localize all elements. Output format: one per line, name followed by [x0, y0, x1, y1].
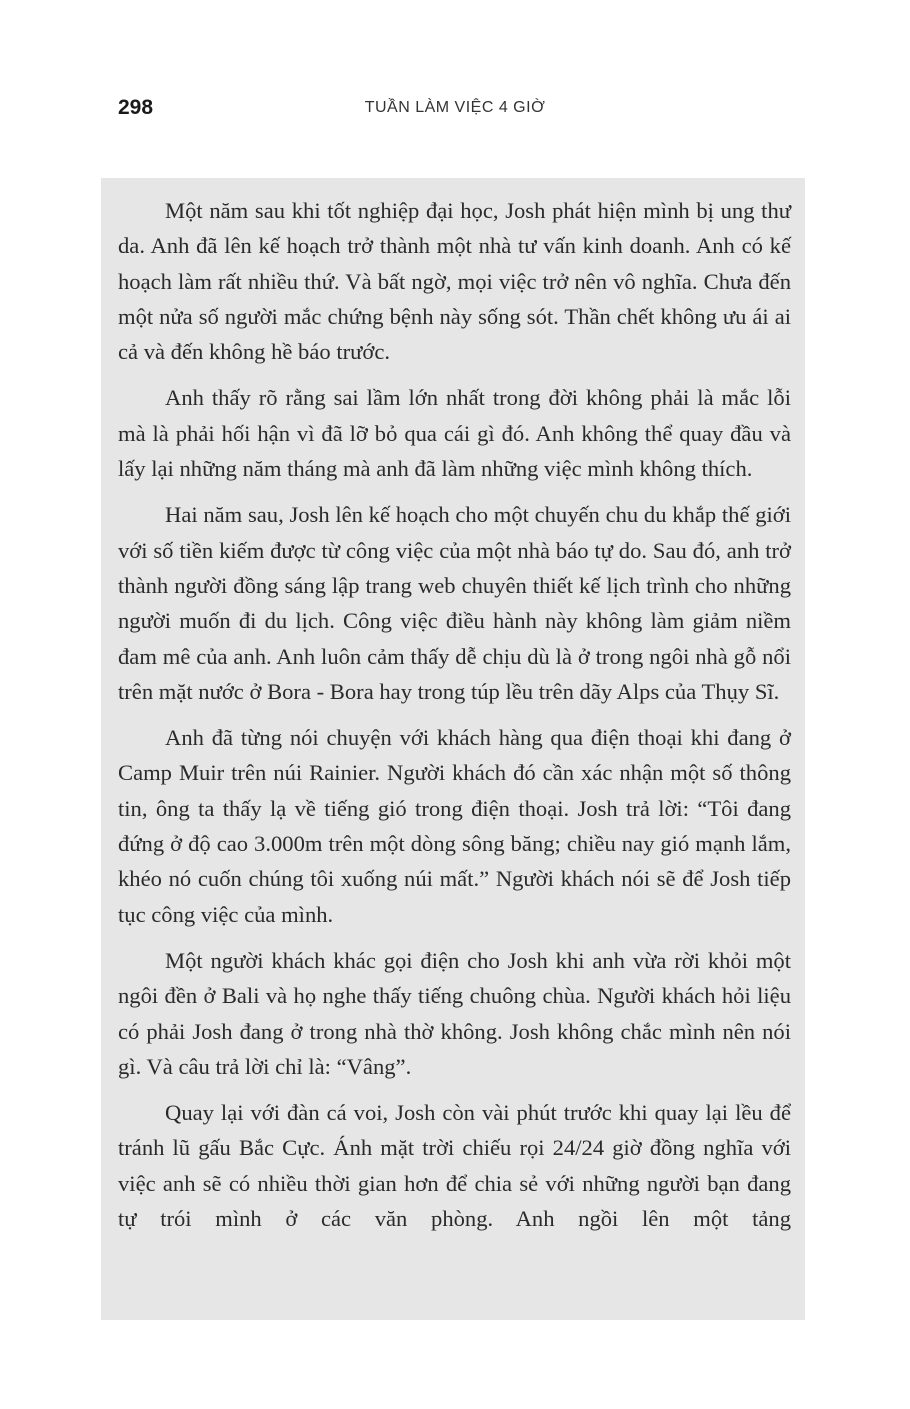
- story-paragraph-4: Anh đã từng nói chuyện với khách hàng qua điện thoại khi đang ở Camp Muir trên núi Rainier. Người khách đó cần xác nhận một số thông tin, ông ta thấy lạ về tiếng gió trong điện thoại. Josh trả lời: “Tôi đang đứng ở độ cao 3.000m trên một dòng sông băng; chiều nay gió mạnh lắm, khéo nó cuốn chúng tôi xuống núi mất.” Người khách nói sẽ để Josh tiếp tục công việc của mình.: [118, 725, 791, 927]
- running-header-title: TUẦN LÀM VIỆC 4 GIỜ: [364, 99, 546, 116]
- boxed-story-section: [101, 178, 805, 1320]
- story-paragraph-2: Anh thấy rõ rằng sai lầm lớn nhất trong đời không phải là mắc lỗi mà là phải hối hận vì đã lỡ bỏ qua cái gì đó. Anh không thể quay đầu và lấy lại những năm tháng mà anh đã làm những việc mình không thích.: [118, 385, 791, 482]
- story-paragraph-6: Quay lại với đàn cá voi, Josh còn vài phút trước khi quay lại lều để tránh lũ gấu Bắc Cực. Ánh mặt trời chiếu rọi 24/24 giờ đồng nghĩa với việc anh sẽ có nhiều thời gian hơn để chia sẻ với những người bạn đang tự trói mình ở các văn phòng. Anh ngồi lên một tảng: [118, 1100, 791, 1232]
- page-number: 298: [118, 96, 154, 119]
- story-paragraph-5: Một người khách khác gọi điện cho Josh khi anh vừa rời khỏi một ngôi đền ở Bali và họ nghe thấy tiếng chuông chùa. Người khách hỏi liệu có phải Josh đang ở trong nhà thờ không. Josh không chắc mình nên nói gì. Và câu trả lời chỉ là: “Vâng”.: [118, 947, 791, 1079]
- story-paragraph-1: Một năm sau khi tốt nghiệp đại học, Josh phát hiện mình bị ung thư da. Anh đã lên kế hoạch trở thành một nhà tư vấn kinh doanh. Anh có kế hoạch làm rất nhiều thứ. Và bất ngờ, mọi việc trở nên vô nghĩa. Chưa đến một nửa số người mắc chứng bệnh này sống sót. Thần chết không ưu ái ai cả và đến không hề báo trước.: [118, 198, 791, 365]
- story-paragraph-3: Hai năm sau, Josh lên kế hoạch cho một chuyến chu du khắp thế giới với số tiền kiếm được từ công việc của một nhà báo tự do. Sau đó, anh trở thành người đồng sáng lập trang web chuyên thiết kế lịch trình cho những người muốn đi du lịch. Công việc điều hành này không làm giảm niềm đam mê của anh. Anh luôn cảm thấy dễ chịu dù là ở trong ngôi nhà gỗ nổi trên mặt nước ở Bora - Bora hay trong túp lều trên dãy Alps của Thụy Sĩ.: [118, 502, 791, 704]
